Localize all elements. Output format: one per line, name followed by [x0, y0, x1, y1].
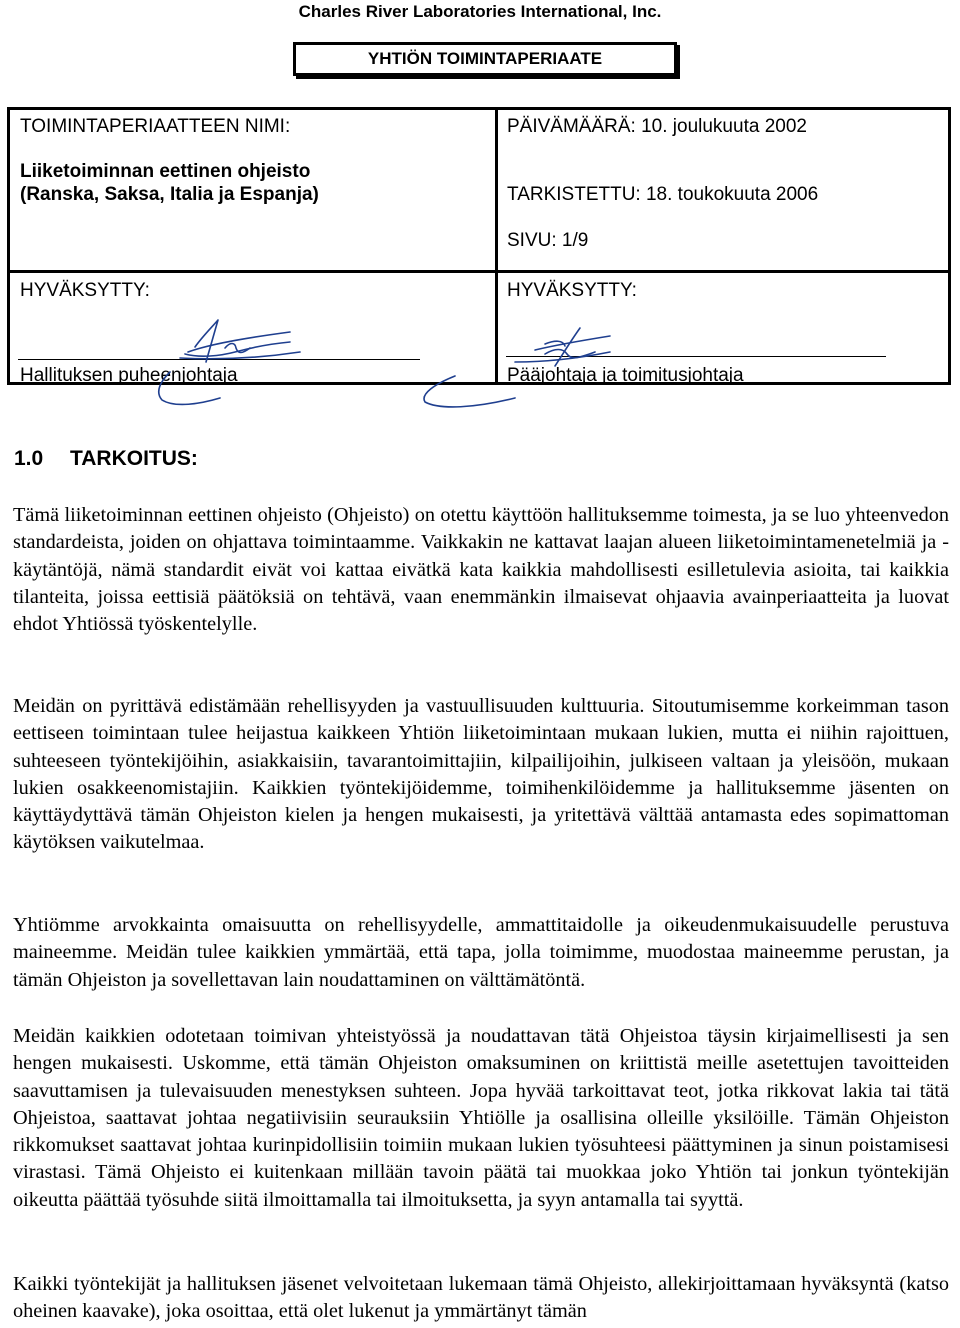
- policy-name-line2: (Ranska, Saksa, Italia ja Espanja): [20, 184, 319, 205]
- approved-right-label: HYVÄKSYTTY:: [507, 280, 637, 301]
- paragraph: Yhtiömme arvokkainta omaisuutta on rehellisyydelle, ammattitaidolle ja oikeudenmukaisuudelle perustuva maineemme. Meidän tulee kaikkien ymmärtää, että tapa, jolla toimimme, muodostaa maineemme perustan, ja tämän Ohjeiston ja sovellettavan lain noudattaminen on välttämätöntä.: [13, 914, 949, 991]
- policy-name-label: TOIMINTAPERIAATTEEN NIMI:: [20, 116, 291, 137]
- paragraph: Meidän on pyrittävä edistämään rehellisyyden ja vastuullisuuden kulttuuria. Sitoutumisemme korkeimman tason eettiseen toimintaan tulee heijastua kaikkeen Yhtiön liiketoimintaan mukaan lukien, mutta ei niihin rajoittuen, suhteeseen työntekijöihin, asiakkaisiin, tavarantoimittajiin, kilpailijoihin, julkiseen valtaan ja yleisöön, mukaan lukien osakkeenomistajiin. Kaikkien työntekijöidemme, toimihenkilöidemme ja hallituksemme jäsenten on käyttäydyttävä tämän Ohjeiston kielen ja hengen mukaisesti, ja yritettävä välttää antamasta edes sopimattoman käytöksen vaikutelmaa.: [13, 695, 949, 854]
- signature-ceo: [395, 318, 615, 418]
- signer-left-title: Hallituksen puheenjohtaja: [20, 365, 238, 386]
- section-title: TARKOITUS:: [70, 447, 198, 470]
- paragraph: Kaikki työntekijät ja hallituksen jäsenet velvoitetaan lukemaan tämä Ohjeisto, allekirjoittamaan hyväksyntä (katso oheinen kaavake), joka osoittaa, että olet lukenut ja ymmärtänyt tämän: [13, 1273, 949, 1323]
- policy-name-line1: Liiketoiminnan eettinen ohjeisto: [20, 161, 311, 182]
- paragraph: Tämä liiketoiminnan eettinen ohjeisto (Ohjeisto) on otettu käyttöön hallituksemme toimesta, ja se luo yhteenvedon standardeista, joiden on ohjattava toimintaamme. Vaikkakin ne kattavat laajan alueen liiketoimintamenetelmiä ja -käytäntöjä, nämä standardit eivät voi kattaa eivätkä kata kaikkia mahdollisesti esilletulevia asioita, tai kaikkia tilanteita, joissa eettisiä päätöksiä on tehtävä, vaan enemmänkin ilmaisevat ohjaavia avainperiaatteita ja luovat ehdot Yhtiössä työskentelylle.: [13, 504, 949, 636]
- approved-left-label: HYVÄKSYTTY:: [20, 280, 150, 301]
- table-divider-horizontal: [10, 270, 948, 273]
- signature-chairman: [140, 312, 340, 422]
- policy-revised-date: TARKISTETTU: 18. toukokuuta 2006: [507, 184, 819, 205]
- paragraph: Meidän kaikkien odotetaan toimivan yhteistyössä ja noudattavan tätä Ohjeistoa täysin kirjaimellisesti ja sen hengen mukaisesti. Uskomme, että tämän Ohjeiston omaksuminen on kriittistä meille asetettujen tavoitteiden saavuttamisen ja tulevaisuuden menestyksen suhteen. Jopa hyvää tarkoittavat teot, jotka rikkovat lakia tai tätä Ohjeistoa, saattavat johtaa negatiivisiin seurauksiin Yhtiölle ja osallisina olleille yksilöille. Tämän Ohjeiston rikkomukset saattavat johtaa kurinpidollisiin toimiin mukaan lukien työsuhteesi päättyminen ja sinun poistamisesi virastasi. Tämä Ohjeisto ei kuitenkaan millään tavoin päätä tai muokkaa joko Yhtiön tai jonkun työntekijän oikeutta päättää työsuhde siitä ilmoittamalla tai ilmoituksetta, ja syyn antamalla tai syyttä.: [13, 1025, 949, 1211]
- policy-title: YHTIÖN TOIMINTAPERIAATE: [293, 42, 677, 76]
- policy-date: PÄIVÄMÄÄRÄ: 10. joulukuuta 2002: [507, 116, 807, 137]
- company-name: Charles River Laboratories International, Inc.: [298, 2, 662, 21]
- section-number: 1.0: [14, 447, 44, 470]
- page-number: SIVU: 1/9: [507, 230, 589, 251]
- signer-right-title: Pääjohtaja ja toimitusjohtaja: [507, 365, 744, 386]
- section-heading: [14, 447, 198, 471]
